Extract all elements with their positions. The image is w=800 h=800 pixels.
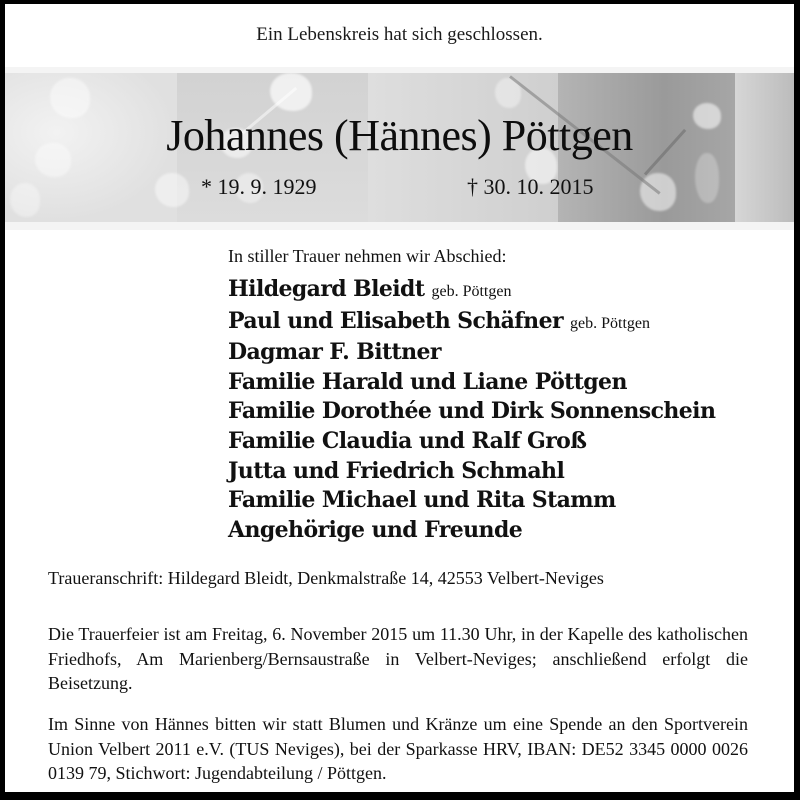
death-date: † 30. 10. 2015 <box>467 174 594 199</box>
maiden-name: geb. Pöttgen <box>431 283 512 300</box>
condolence-address: Traueranschrift: Hildegard Bleidt, Denkmalstraße 14, 42553 Velbert-Neviges <box>48 568 604 588</box>
mourner-item <box>228 275 715 307</box>
deceased-name: Johannes (Hännes) Pöttgen <box>166 111 633 160</box>
mourner-name: Familie Michael und Rita Stamm <box>228 487 616 514</box>
mourner-name: Jutta und Friedrich Schmahl <box>228 457 565 484</box>
mourners-intro: In stiller Trauer nehmen wir Abschied: <box>228 246 507 266</box>
mourner-item <box>228 368 715 398</box>
maiden-name: geb. Pöttgen <box>570 314 651 332</box>
mourner-item <box>228 486 715 516</box>
mourner-name: Familie Claudia und Ralf Groß <box>228 427 587 454</box>
motto-line: Ein Lebenskreis hat sich geschlossen. <box>256 24 543 45</box>
mourner-name: Paul und Elisabeth Schäfner <box>228 307 563 334</box>
mourners-list <box>228 275 715 545</box>
mourner-item <box>228 427 715 457</box>
leaf-decoration-icon <box>10 183 40 217</box>
mourner-item <box>228 307 715 339</box>
leaf-decoration-icon <box>155 173 189 207</box>
name-banner <box>5 73 794 222</box>
obituary-notice <box>5 4 794 792</box>
mourner-name: Familie Harald und Liane Pöttgen <box>228 368 627 395</box>
mourner-item <box>228 516 715 546</box>
mourner-name: Familie Dorothée und Dirk Sonnenschein <box>228 398 716 425</box>
mourner-name: Hildegard Bleidt <box>228 276 425 302</box>
birth-date: * 19. 9. 1929 <box>201 174 317 199</box>
mourner-item <box>228 397 715 427</box>
mourner-name: Angehörige und Freunde <box>228 516 523 543</box>
donation-request: Im Sinne von Hännes bitten wir statt Blumen und Kränze um eine Spende an den Sportverein Union Velbert 2011 e.V. (TUS Neviges), bei der Sparkasse HRV, IBAN: DE52 3345 0000 0026 0139 79, Stichwort: Jugendabteilung / Pöttgen. <box>48 714 748 783</box>
mourner-name: Dagmar F. Bittner <box>228 339 441 366</box>
mourner-item <box>228 457 715 487</box>
mourner-item <box>228 338 715 368</box>
funeral-service-info: Die Trauerfeier ist am Freitag, 6. November 2015 um 11.30 Uhr, in der Kapelle des katholischen Friedhofs, Am Marienberg/Bernsaustraße in Velbert-Neviges; anschließend erfolgt die Beisetzung. <box>48 624 748 693</box>
